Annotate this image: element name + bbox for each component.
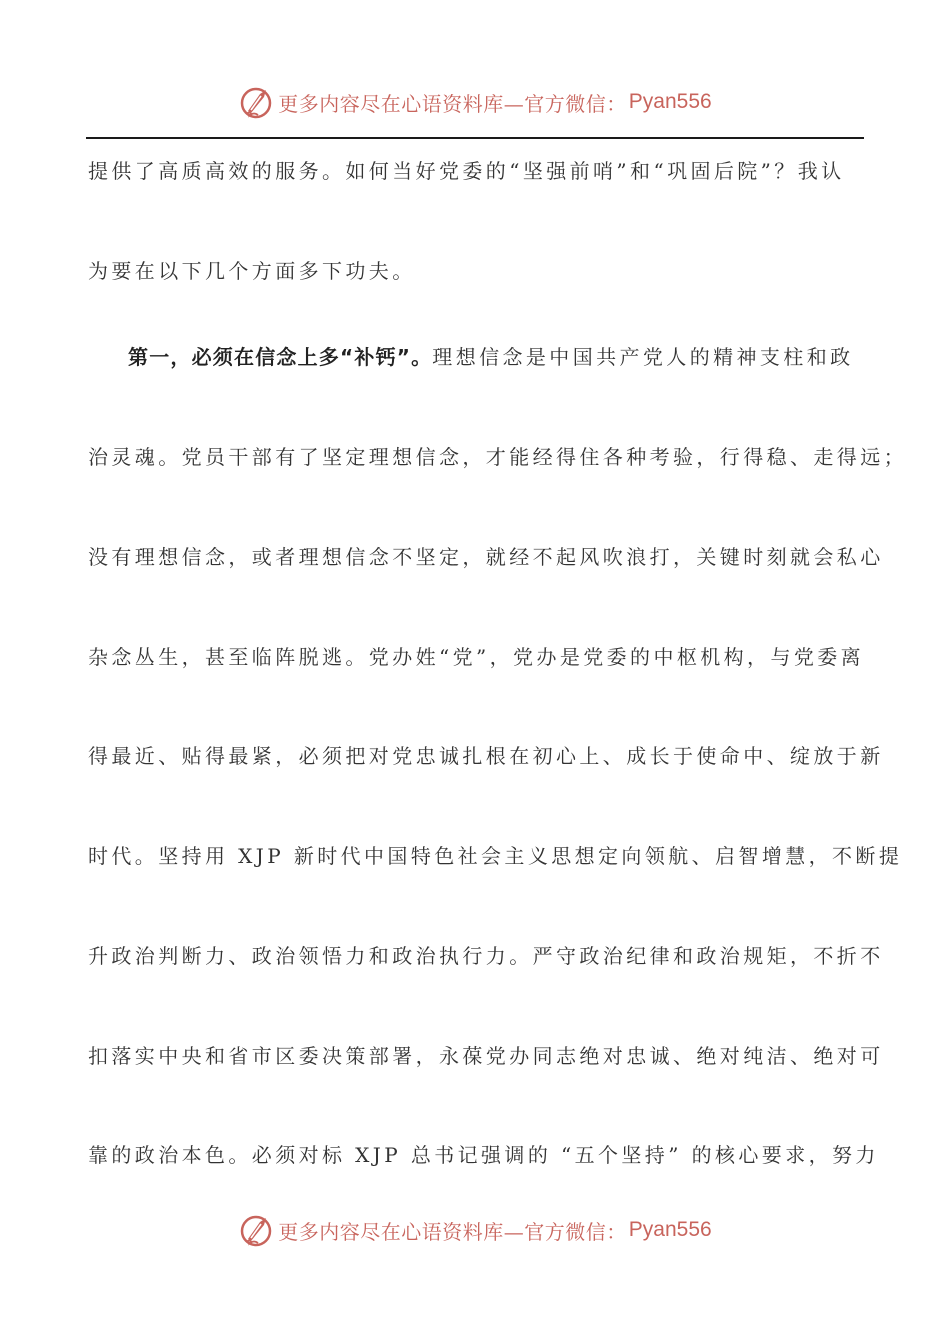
footer-banner [0,1210,950,1250]
paragraph-heading: 第一，必须在信念上多“补钙”。 [128,345,433,369]
text-line: 升政治判断力、政治领悟力和政治执行力。严守政治纪律和政治规矩，不折不 [88,944,884,968]
text-line: 扣落实中央和省市区委决策部署，永葆党办同志绝对忠诚、绝对纯洁、绝对可 [88,1044,884,1068]
footer-banner-wechat-id: Pyan556 [628,1218,712,1241]
text-line: 得最近、贴得最紧，必须把对党忠诚扎根在初心上、成长于使命中、绽放于新 [88,744,884,768]
text-line: 靠的政治本色。必须对标 XJP 总书记强调的 “五个坚持” 的核心要求，努力 [88,1143,879,1167]
header-banner [0,82,950,122]
text-line: 没有理想信念，或者理想信念不坚定，就经不起风吹浪打，关键时刻就会私心 [88,545,884,569]
header-divider [86,137,864,139]
paragraph-first-line [128,343,868,371]
header-banner-wechat-id: Pyan556 [628,90,712,113]
pen-nib-logo-icon [238,84,274,120]
pen-nib-logo-icon [238,1212,274,1248]
paragraph-first-rest: 理想信念是中国共产党人的精神支柱和政 [432,345,854,369]
text-line: 提供了高质高效的服务。如何当好党委的“坚强前哨”和“巩固后院”？我认 [88,159,845,183]
text-line: 时代。坚持用 XJP 新时代中国特色社会主义思想定向领航、启智增慧，不断提 [88,844,903,868]
text-line: 为要在以下几个方面多下功夫。 [88,259,416,283]
footer-banner-text: 更多内容尽在心语资料库—官方微信： [278,1219,627,1244]
header-banner-text: 更多内容尽在心语资料库—官方微信： [278,91,627,116]
text-line: 杂念丛生，甚至临阵脱逃。党办姓“党”，党办是党委的中枢机构，与党委离 [88,645,865,669]
text-line: 治灵魂。党员干部有了坚定理想信念，才能经得住各种考验，行得稳、走得远； [88,445,907,469]
